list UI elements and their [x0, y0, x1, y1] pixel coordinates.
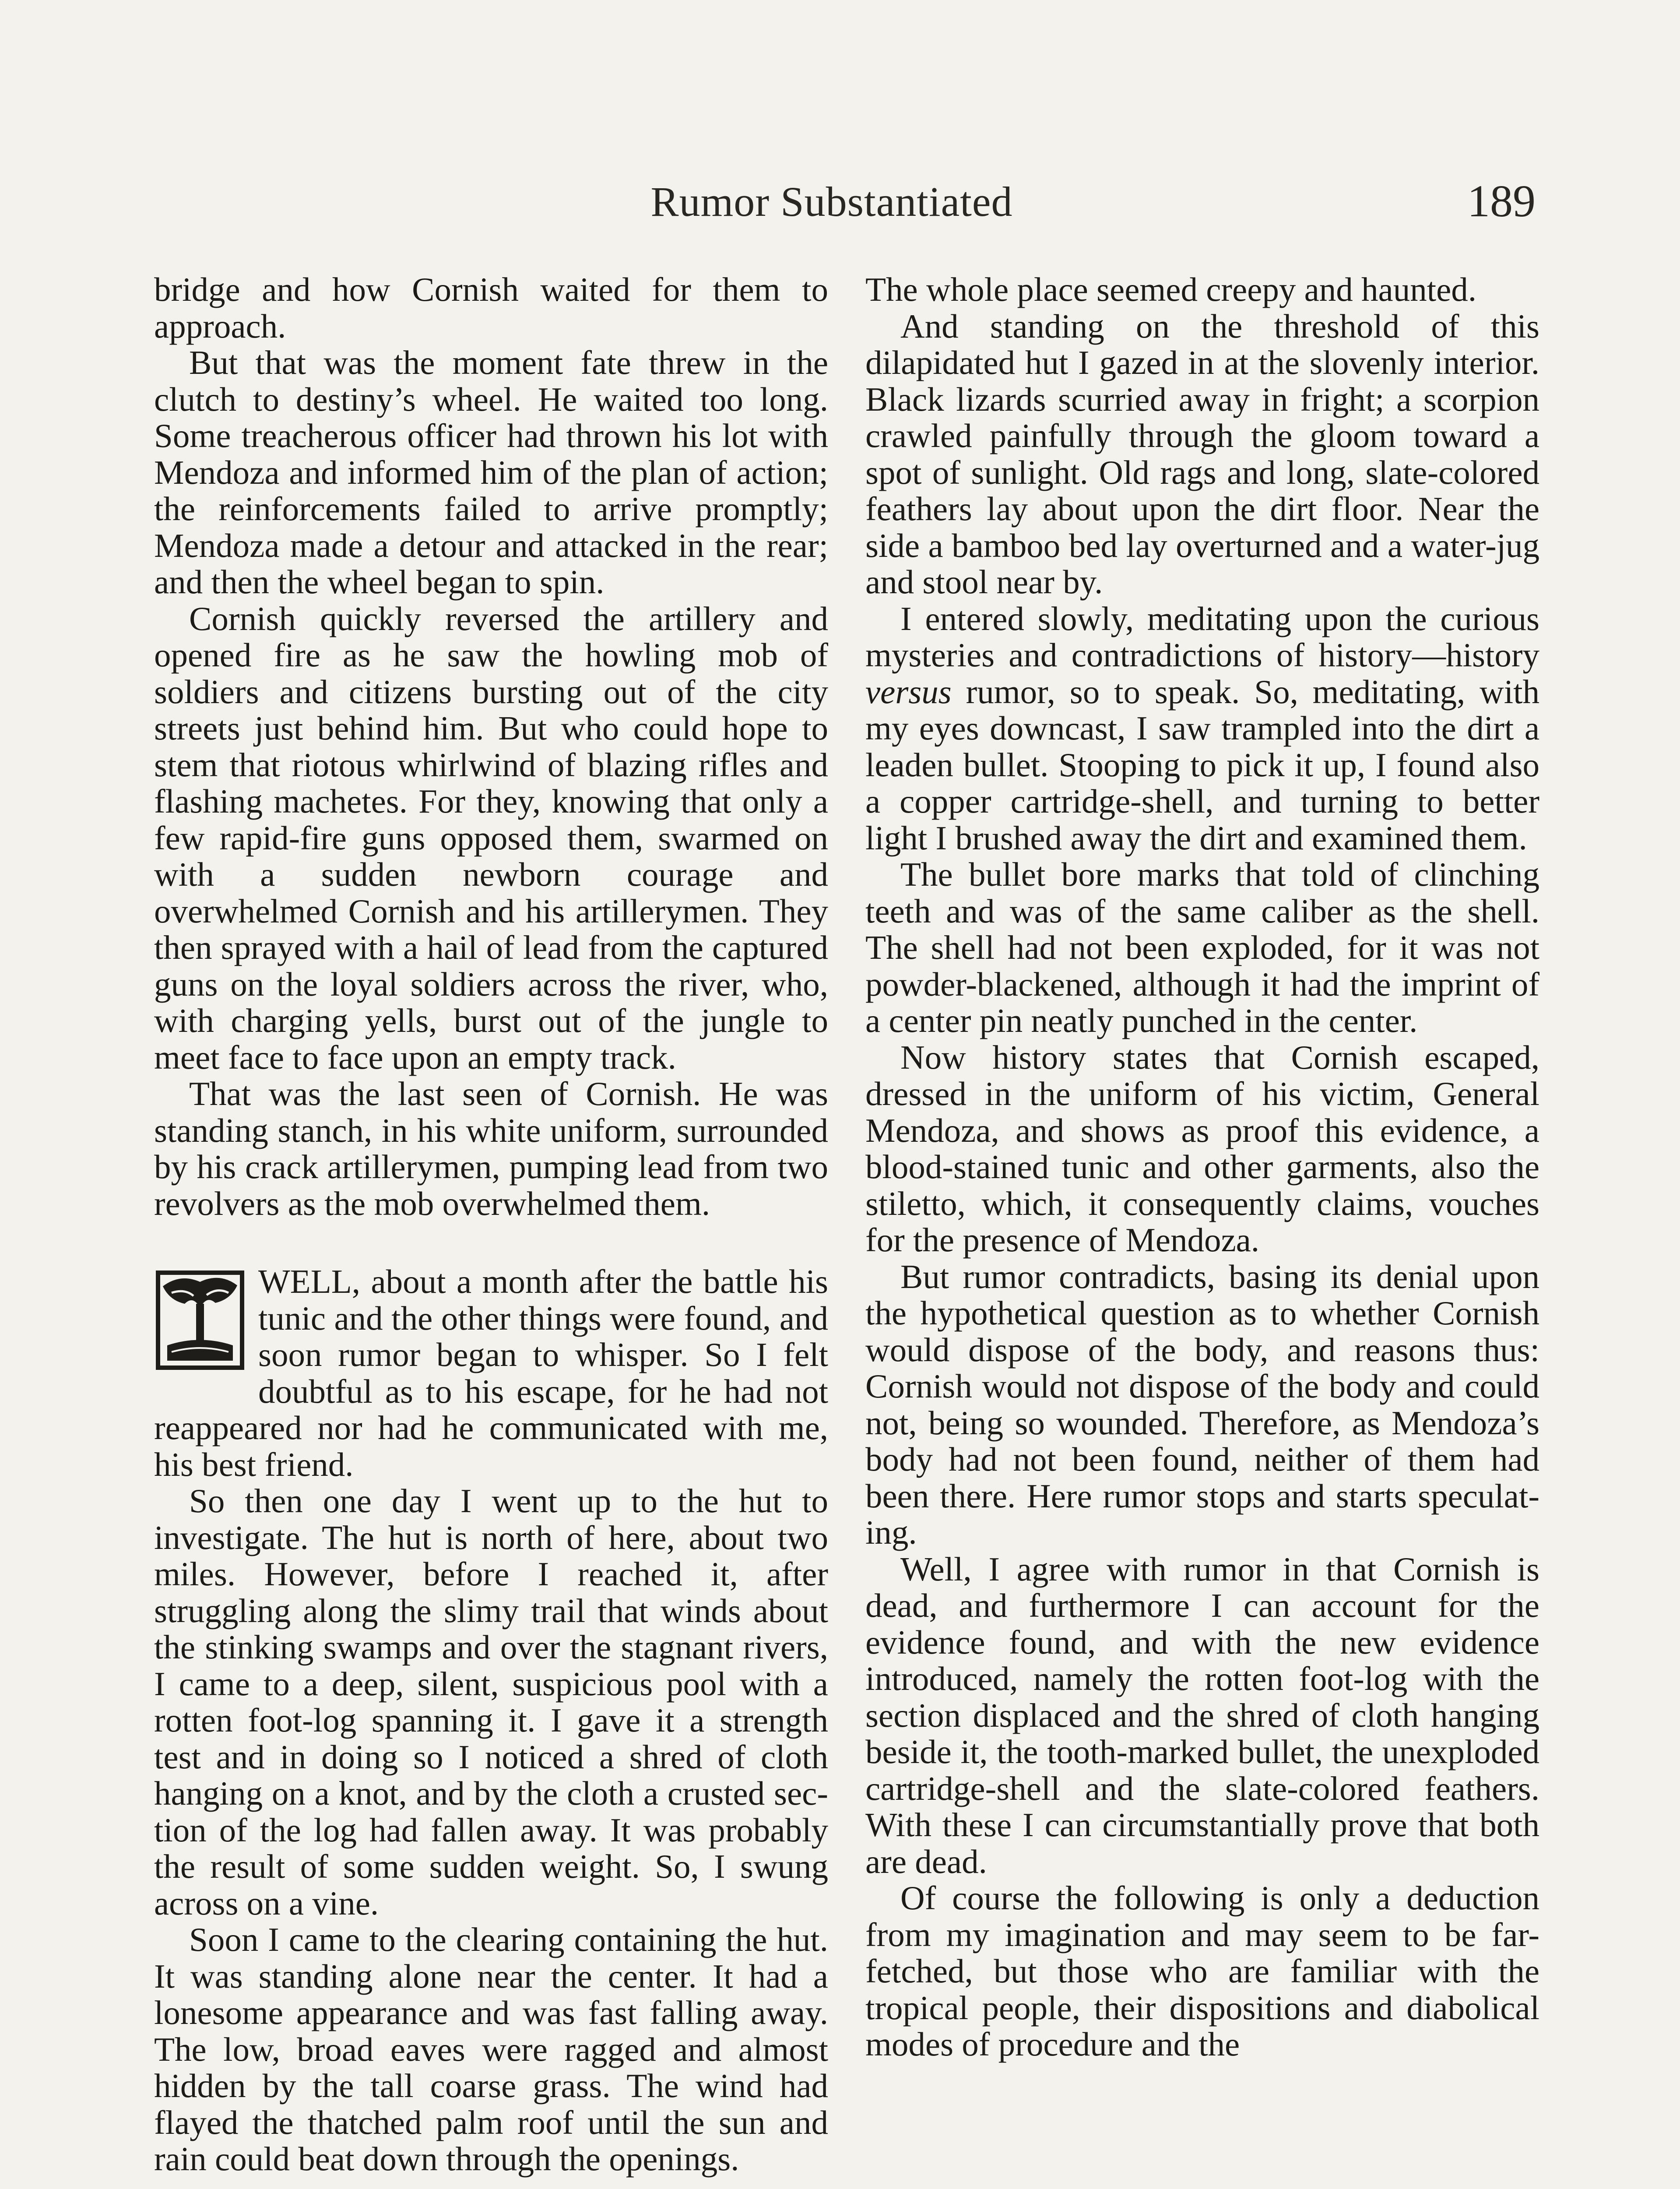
page-number: 189 [1467, 176, 1536, 226]
woodcut-tree-ornament-icon [154, 1269, 246, 1372]
paragraph-text: rumor, so to speak. So, meditating, with my eyes downcast, I saw trampled into the dirt a leaden bullet. Stooping to pick it up, I found also a copper cartridge-shell, and turning to better light I brushed away the dirt and examined them. [865, 672, 1539, 857]
paragraph: Well, I agree with rumor in that Cornish is dead, and furthermore I can account for the evidence found, and with the new evidence introduced, namely the rotten foot-log with the section displaced and the shred of cloth hanging beside it, the tooth-marked bullet, the unexploded cartridge-shell and the slate-colored feathers. With these I can circumstantially prove that both are dead. [865, 1550, 1539, 1880]
paragraph [865, 601, 1539, 857]
left-column [154, 271, 828, 2189]
paragraph: Cornish quickly reversed the artillery and opened fire as he saw the howling mob of soldiers and citizens bursting out of the city streets just behind him. But who could hope to stem that riotous whirlwind of blazing rifles and flashing machetes. For they, knowing that only a few rapid-fire guns opposed them, swarmed on with a sudden newborn courage and overwhelmed Cornish and his artillerymen. They then sprayed with a hail of lead from the captured guns on the loyal soldiers across the river, who, with charging yells, burst out of the jungle to meet face to face upon an empty track. [154, 599, 828, 1076]
paragraph: And standing on the threshold of this dilapidated hut I gazed in at the slovenly interior. Black lizards scurried away in fright; a scorpion crawled painfully through the gloom toward a spot of sunlight. Old rags and long, slate-colored feathers lay about upon the dirt floor. Near the side a bamboo bed lay overturned and a water-jug and stool near by. [865, 307, 1539, 601]
paragraph: The whole place seemed creepy and haunted. [865, 271, 1477, 308]
paragraph: So then one day I went up to the hut to investigate. The hut is north of here, about two miles. However, before I reached it, after struggling along the slimy trail that winds about the stinking swamps and over the stagnant rivers, I came to a deep, silent, suspicious pool with a rotten foot-log spanning it. I gave it a strength test and in doing so I noticed a shred of cloth hanging on a knot, and by the cloth a crusted section of the log had fallen away. It was probably the result of some sudden weight. So, I swung across on a vine. [154, 1482, 828, 1922]
paragraph: Soon I came to the clearing containing the hut. It was standing alone near the center. It had a lonesome appearance and was fast falling away. The low, broad eaves were ragged and almost hidden by the tall coarse grass. The wind had flayed the thatched palm roof until the sun and rain could beat down through the openings. [154, 1921, 828, 2178]
paragraph: But that was the moment fate threw in the clutch to destiny’s wheel. He waited too long. Some treacherous officer had thrown his lot with Mendoza and informed him of the plan of action; the reinforcements failed to arrive promptly; Mendoza made a detour and attacked in the rear; and then the wheel began to spin. [154, 344, 828, 601]
paragraph: Now history states that Cornish escaped, dressed in the uniform of his victim, General Mendoza, and shows as proof this evidence, a blood-stained tunic and other garments, also the stiletto, which, it consequently claims, vouches for the presence of Mendoza. [865, 1038, 1539, 1259]
paragraph: Of course the following is only a deduction from my imagination and may seem to be far-fetched, but those who are familiar with the tropical people, their dispositions and diabolical modes of procedure and the [865, 1879, 1539, 2063]
paragraph: That was the last seen of Cornish. He was standing stanch, in his white uniform, surrounded by his crack artillerymen, pumping lead from two revolvers as the mob overwhelmed them. [154, 1075, 828, 1222]
right-column [865, 271, 1539, 2189]
italic-word: versus [865, 672, 952, 711]
paragraph-text: I entered slowly, meditating upon the curious mysteries and contradictions of history—history [865, 599, 1539, 674]
section-opening-text: WELL, about a month after the battle his tunic and the other things were found, and soon rumor began to whisper. So I felt doubtful as to his escape, for he had not reappeared nor had he communicated with me, his best friend. [154, 1263, 828, 1483]
paragraph: bridge and how Cornish waited for them to approach. [154, 271, 828, 345]
paragraph: But rumor contradicts, basing its denial upon the hypothetical question as to whether Cornish would dispose of the body, and reasons thus: Cornish would not dispose of the body and could not, being so wounded. Therefore, as Mendoza’s body had not been found, neither of them had been there. Here rumor stops and starts speculating. [865, 1257, 1539, 1551]
section-opening-paragraph [154, 1263, 828, 1483]
paragraph: The bullet bore marks that told of clinching teeth and was of the same caliber as the shell. The shell had not been exploded, for it was not powder-blackened, although it had the imprint of a center pin neatly punched in the center. [865, 855, 1539, 1039]
running-head-title: Rumor Substantiated [650, 178, 1013, 225]
